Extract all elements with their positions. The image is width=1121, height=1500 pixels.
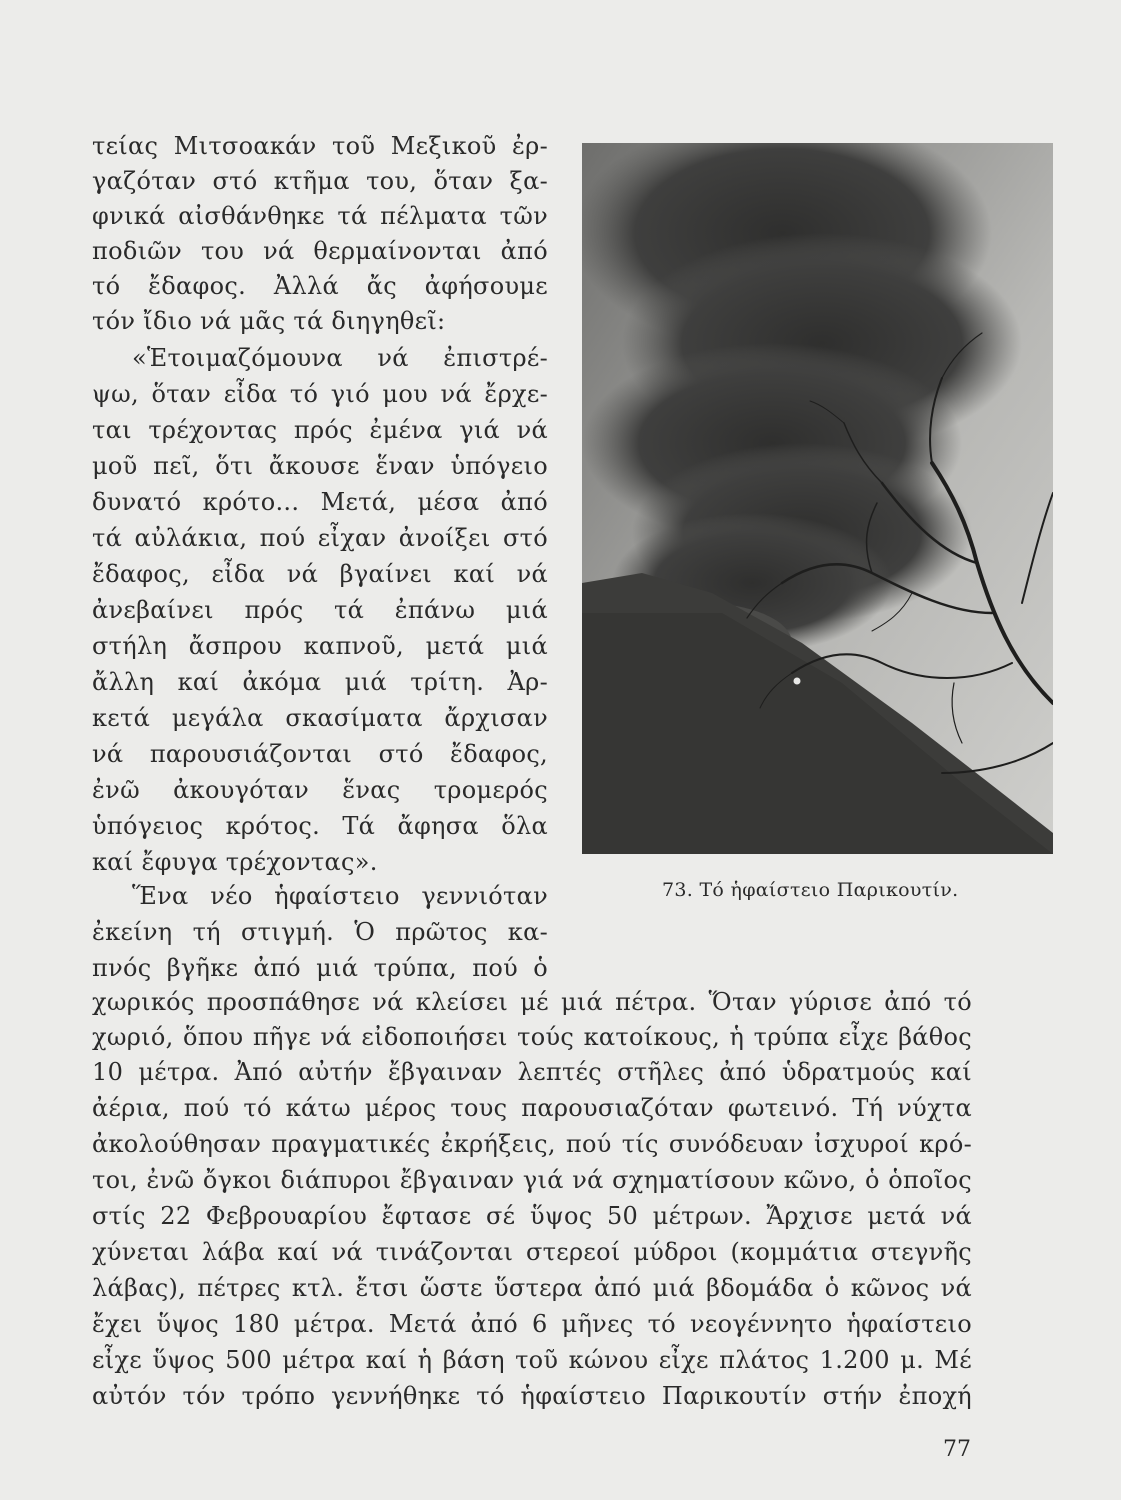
text-line: ἄλλη καί ἀκόμα μιά τρίτη. Ἀρ- [92, 668, 548, 696]
text-line: γαζόταν στό κτῆμα του, ὅταν ξα- [92, 167, 548, 195]
text-line: 10 μέτρα. Ἀπό αὐτήν ἔβγαιναν λεπτές στῆλες ἀπό ὑδρατμούς καί [92, 1058, 972, 1086]
figure-caption: 73. Τό ἡφαίστειο Παρικουτίν. [662, 879, 959, 901]
text-line: στίς 22 Φεβρουαρίου ἔφτασε σέ ὕψος 50 μέτρων. Ἄρχισε μετά νά [92, 1202, 972, 1230]
text-line: ὑπόγειος κρότος. Τά ἄφησα ὅλα [92, 812, 548, 840]
text-line: «Ἑτοιμαζόμουνα νά ἐπιστρέ- [132, 344, 548, 372]
text-line: ται τρέχοντας πρός ἐμένα γιά νά [92, 416, 548, 444]
text-line: χωρικός προσπάθησε νά κλείσει μέ μιά πέτρα. Ὅταν γύρισε ἀπό τό [92, 988, 972, 1016]
text-line: ἀέρια, πού τό κάτω μέρος τους παρουσιαζόταν φωτεινό. Τή νύχτα [92, 1094, 972, 1122]
text-line: ἀνεβαίνει πρός τά ἐπάνω μιά [92, 596, 548, 624]
text-line: νά παρουσιάζονται στό ἔδαφος, [92, 740, 548, 768]
text-line: χύνεται λάβα καί νά τινάζονται στερεοί μύδροι (κομμάτια στεγνῆς [92, 1238, 972, 1266]
text-line: ἔδαφος, εἶδα νά βγαίνει καί νά [92, 560, 548, 588]
text-line: κετά μεγάλα σκασίματα ἄρχισαν [92, 704, 548, 732]
text-line: τό ἔδαφος. Ἀλλά ἄς ἀφήσουμε [92, 272, 548, 300]
text-line: πνός βγῆκε ἀπό μιά τρύπα, πού ὁ [92, 954, 548, 982]
text-line: ψω, ὅταν εἶδα τό γιό μου νά ἔρχε- [92, 380, 548, 408]
text-line: καί ἔφυγα τρέχοντας». [92, 848, 378, 876]
text-line: ἐκείνη τή στιγμή. Ὁ πρῶτος κα- [92, 918, 548, 946]
text-line: τοι, ἐνῶ ὄγκοι διάπυροι ἔβγαιναν γιά νά σχηματίσουν κῶνο, ὁ ὁποῖος [92, 1166, 972, 1194]
text-line: χωριό, ὅπου πῆγε νά εἰδοποιήσει τούς κατοίκους, ἡ τρύπα εἶχε βάθος [92, 1023, 972, 1051]
text-line: τά αὐλάκια, πού εἶχαν ἀνοίξει στό [92, 524, 548, 552]
text-line: τόν ἴδιο νά μᾶς τά διηγηθεῖ: [92, 307, 446, 335]
text-line: λάβας), πέτρες κτλ. ἔτσι ὥστε ὕστερα ἀπό μιά βδομάδα ὁ κῶνος νά [92, 1274, 972, 1302]
volcano-photo [582, 143, 1053, 854]
text-line: δυνατό κρότο... Μετά, μέσα ἀπό [92, 488, 548, 516]
text-line: ἀκολούθησαν πραγματικές ἐκρήξεις, πού τίς συνόδευαν ἰσχυροί κρό- [92, 1130, 972, 1158]
text-line: αὐτόν τόν τρόπο γεννήθηκε τό ἡφαίστειο Παρικουτίν στήν ἐποχή [92, 1382, 972, 1410]
text-line: μοῦ πεῖ, ὅτι ἄκουσε ἕναν ὑπόγειο [92, 452, 548, 480]
text-line: τείας Μιτσοακάν τοῦ Μεξικοῦ ἐρ- [92, 132, 548, 160]
text-line: Ἕνα νέο ἡφαίστειο γεννιόταν [132, 882, 548, 910]
text-line: ἐνῶ ἀκουγόταν ἕνας τρομερός [92, 776, 548, 804]
text-line: φνικά αἰσθάνθηκε τά πέλματα τῶν [92, 202, 548, 230]
text-line: ποδιῶν του νά θερμαίνονται ἀπό [92, 237, 548, 265]
page-number: 77 [943, 1437, 971, 1462]
text-line: εἶχε ὕψος 500 μέτρα καί ἡ βάση τοῦ κώνου εἶχε πλάτος 1.200 μ. Μέ [92, 1346, 972, 1374]
text-line: στήλη ἄσπρου καπνοῦ, μετά μιά [92, 632, 548, 660]
text-line: ἔχει ὕψος 180 μέτρα. Μετά ἀπό 6 μῆνες τό νεογέννητο ἡφαίστειο [92, 1310, 972, 1338]
